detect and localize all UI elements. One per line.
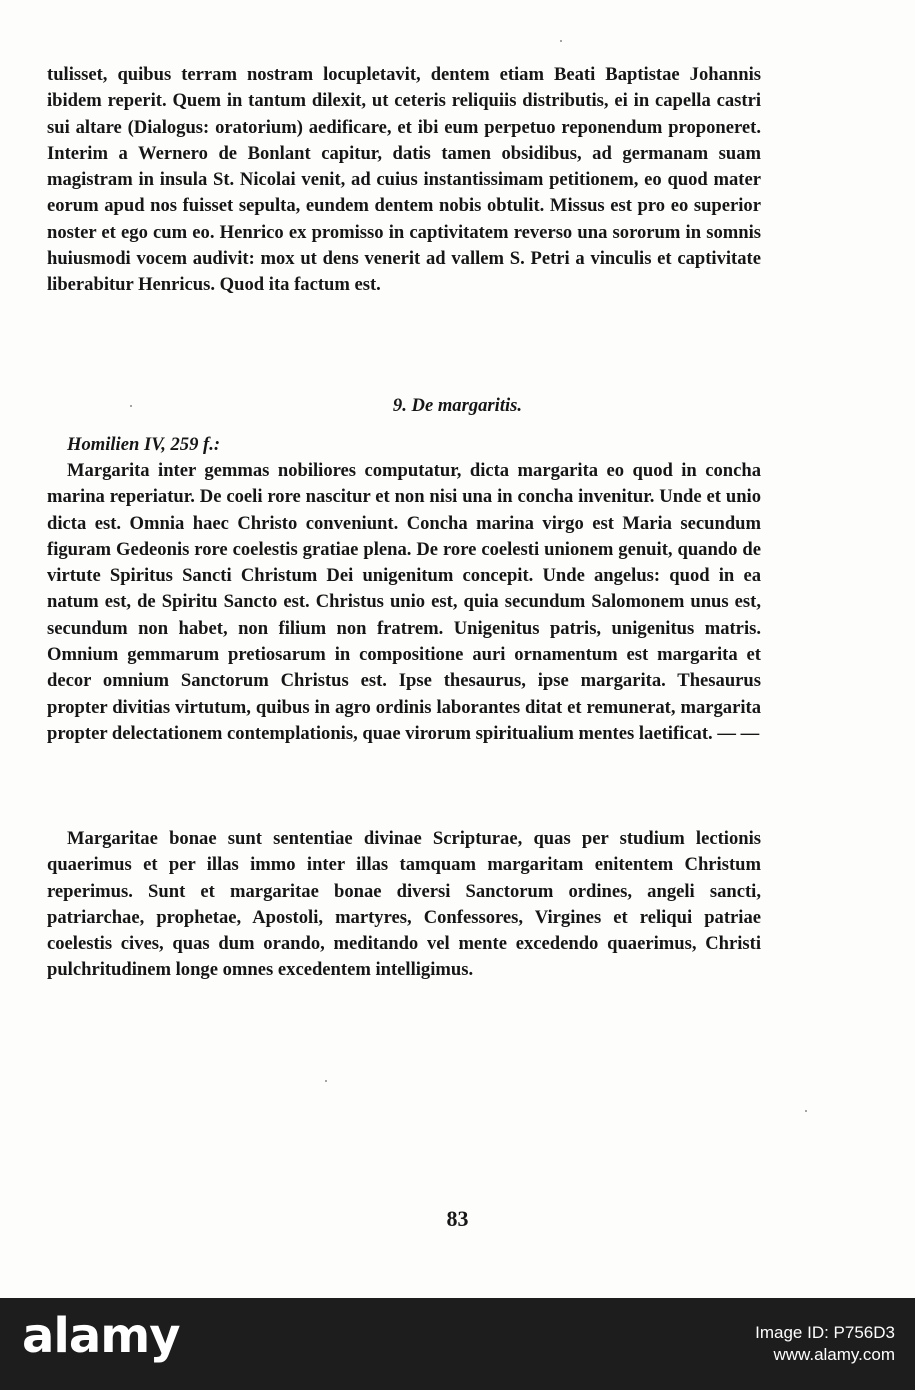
image-id-label: Image ID: P756D3 bbox=[755, 1323, 895, 1342]
paragraph-three-block bbox=[47, 826, 761, 984]
subheading: Homilien IV, 259 f.: bbox=[67, 434, 221, 455]
paragraph-three: Margaritae bonae sunt sententiae divinae Scripturae, quas per studium lectionis quaerimus et per illas immo inter illas tamquam margaritam enitentem Christum reperimus. Sunt et margaritae bonae diversi Sanctorum ordines, angeli sancti, patriarchae, prophetae, Apostoli, martyres, Confessores, Virgines et reliqui patriae coelestis cives, quas dum orando, meditando vel mente excedendo quaerimus, Christi pulchritudinem longe omnes excedentem intelligimus. bbox=[47, 828, 761, 981]
scan-speck bbox=[130, 405, 132, 407]
top-paragraph: tulisset, quibus terram nostram locupletavit, dentem etiam Beati Baptistae Johannis ibidem reperit. Quem in tantum dilexit, ut ceteris reliquiis distributis, ei in capella castri sui altare (Dialogus: oratorium) aedificare, et ibi eum perpetuo reponendum proponeret. Interim a Wernero de Bonlant capitur, datis tamen obsidibus, ad germanam suam magistram in insula St. Nicolai venit, ad cuius instantissimam petitionem, eo quod mater eorum apud nos fuisset sepulta, eundem dentem nobis obtulit. Missus est pro eo superior noster et ego cum eo. Henrico ex promisso in captivitatem reverso una sororum in somnis huiusmodi vocem audivit: mox ut dens venerit ad vallem S. Petri a vinculis et captivitate liberabitur Henricus. Quod ita factum est. bbox=[47, 64, 761, 296]
page-number: 83 bbox=[446, 1206, 469, 1231]
footer-info bbox=[755, 1322, 895, 1366]
scan-speck bbox=[560, 40, 562, 42]
site-link[interactable]: www.alamy.com bbox=[773, 1345, 895, 1364]
scan-speck bbox=[805, 1110, 807, 1112]
section-heading: 9. De margaritis. bbox=[392, 395, 523, 416]
paragraph-two-block bbox=[47, 458, 761, 747]
brand-logo: alamy bbox=[22, 1308, 180, 1364]
paragraph-two: Margarita inter gemmas nobiliores computatur, dicta margarita eo quod in concha marina reperiatur. De coeli rore nascitur et non nisi una in concha invenitur. Unde et unio dicta est. Omnia haec Christo conveniunt. Concha marina virgo est Maria secundum figuram Gedeonis rore coelestis gratiae plena. De rore coelesti unionem genuit, quando de virtute Spiritus Sancti Christum Dei unigenitum concepit. Unde angelus: quod in ea natum est, de Spiritu Sancto est. Christus unio est, quia secundum Salomonem unus est, secundum non habet, non filium non fratrem. Unigenitus patris, unigenitus matris. Omnium gemmarum pretiosarum in compositione auri ornamentum est margarita et decor omnium Sanctorum Christus est. Ipse thesaurus, ipse margarita. Thesaurus propter divitias virtutum, quibus in agro ordinis laborantes ditat et remunerat, margarita propter delectationem contemplationis, quae virorum spiritualium mentes laetificat. — — bbox=[47, 460, 761, 744]
top-paragraph-block bbox=[47, 62, 761, 299]
scan-speck bbox=[325, 1080, 327, 1082]
